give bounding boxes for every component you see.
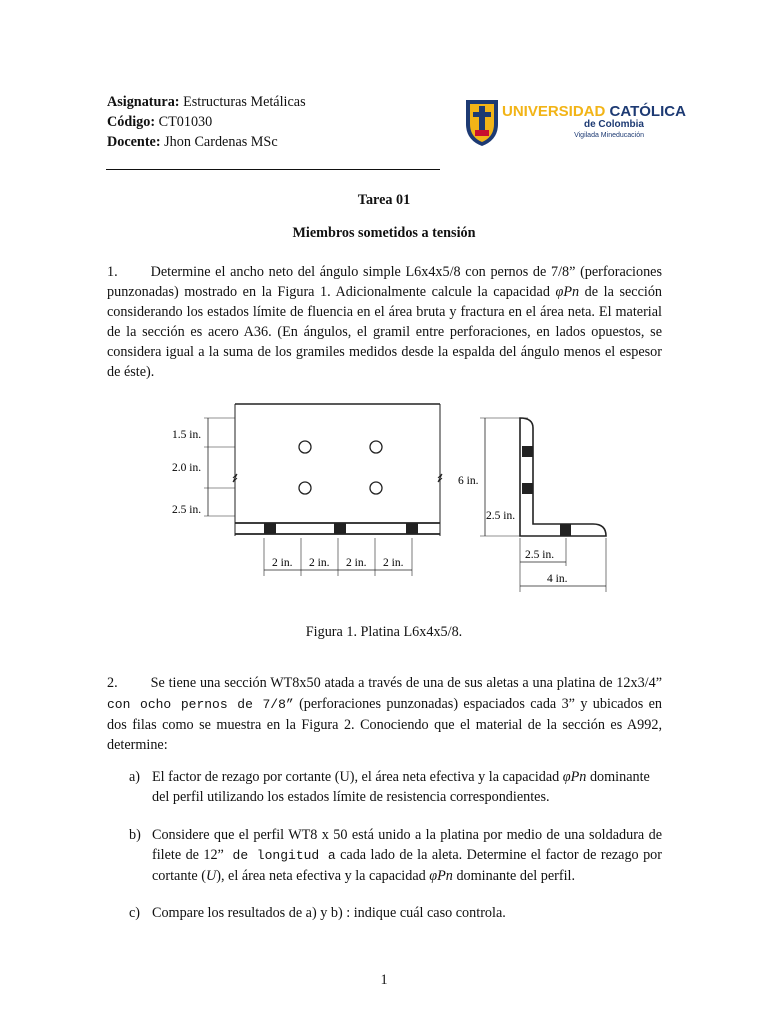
list-item-c-text: Compare los resultados de a) y b) : indique cuál caso controla.	[152, 905, 506, 921]
figure-1-caption: Figura 1. Platina L6x4x5/8.	[305, 624, 463, 640]
teacher-label: Docente:	[107, 134, 161, 150]
list-item-b-label: b)	[129, 827, 141, 843]
page-title: Tarea 01	[357, 192, 411, 208]
problem-2-text-c: (perforaciones punzonadas) espaciados cada 3” y ubicados en dos filas como se muestra en la Figura 2. Conociendo que el material de la sección es A992, determine:	[107, 696, 662, 753]
dim-bottom-1: 2 in.	[272, 557, 293, 569]
dim-left-2: 2.0 in.	[172, 462, 202, 474]
list-item-b-mono: de longitud a	[223, 848, 336, 863]
list-item-b-text-a: Considere que el perfil WT8 x 50 está unido a la platina por medio de una soldadura de filete de 12”	[152, 827, 662, 863]
list-item-b-text-d: dominante del perfil.	[452, 868, 576, 884]
dim-section-bottom: 2.5 in.	[525, 549, 555, 561]
dim-bottom-3: 2 in.	[346, 557, 367, 569]
problem-1-number: 1.	[107, 264, 118, 280]
list-item-b-text-c: ), el área neta efectiva y la capacidad	[216, 868, 430, 884]
figure-1	[168, 396, 618, 592]
problem-2	[107, 673, 662, 755]
problem-2-number: 2.	[107, 675, 118, 691]
subject-value: Estructuras Metálicas	[183, 94, 306, 110]
dim-left-3: 2.5 in.	[172, 504, 202, 516]
list-item-a-text-b: dominante del perfil utilizando los estados límite de resistencia correspondientes.	[152, 769, 650, 805]
logo-tagline: Vigilada Mineducación	[574, 132, 644, 139]
page-number: 1	[380, 972, 388, 988]
dim-section-leg: 2.5 in.	[486, 510, 516, 522]
logo-name	[502, 103, 686, 120]
list-item-a	[129, 767, 662, 807]
problem-2-text-b-mono: con ocho pernos de 7/8”	[107, 697, 294, 712]
logo-name-part1: UNIVERSIDAD	[502, 103, 606, 120]
page-subtitle: Miembros sometidos a tensión	[292, 225, 476, 241]
dim-height: 6 in.	[458, 475, 479, 487]
dim-bottom-2: 2 in.	[309, 557, 330, 569]
list-item-a-label: a)	[129, 769, 141, 785]
logo-sub: de Colombia	[583, 119, 644, 130]
code-label: Código:	[107, 114, 156, 130]
teacher-value: Jhon Cardenas MSc	[164, 134, 278, 150]
logo-name-part2: CATÓLICA	[609, 103, 686, 120]
list-item-a-phi: φPn	[562, 769, 587, 785]
problem-2-text-a: Se tiene una sección WT8x50 atada a través de una de sus aletas a una platina de	[150, 675, 613, 691]
angle-section-drawing	[168, 396, 618, 592]
header-divider	[106, 169, 440, 170]
problem-2-text-b: 12x3/4”	[616, 675, 663, 691]
list-item-c-label: c)	[129, 905, 141, 921]
list-item-b-phi: φPn	[429, 868, 453, 884]
dim-section-width: 4 in.	[547, 573, 568, 585]
problem-1-phi-pn: φPn	[555, 284, 580, 300]
list-item-b-u: U	[205, 868, 217, 884]
subject-label: Asignatura:	[107, 94, 180, 110]
university-logo	[462, 94, 686, 150]
code-value: CT01030	[158, 114, 213, 130]
list-item-c	[129, 903, 662, 923]
list-item-b-text-b: cada lado de la aleta. Determine el factor de rezago por cortante (	[152, 847, 662, 884]
dim-bottom-4: 2 in.	[383, 557, 404, 569]
problem-1-text-b: de la sección considerando los estados límite de fluencia en el área bruta y fractura en el área neta. El material de la sección es acero A36. (En ángulos, el gramil entre perforaciones, en lados opuestos, se considera igual a la suma de los gramiles medidos desde la espalda del ángulo menos el espesor de éste).	[107, 284, 663, 380]
list-item-a-text-a: El factor de rezago por cortante (U), el área neta efectiva y la capacidad	[152, 769, 563, 785]
list-item-b	[129, 825, 662, 886]
problem-1	[107, 262, 662, 382]
dim-left-1: 1.5 in.	[172, 429, 202, 441]
problem-1-text-a: Determine el ancho neto del ángulo simple L6x4x5/8 con pernos de 7/8” (perforaciones punzonadas) mostrado en la Figura 1. Adicionalmente calcule la capacidad	[107, 264, 662, 300]
